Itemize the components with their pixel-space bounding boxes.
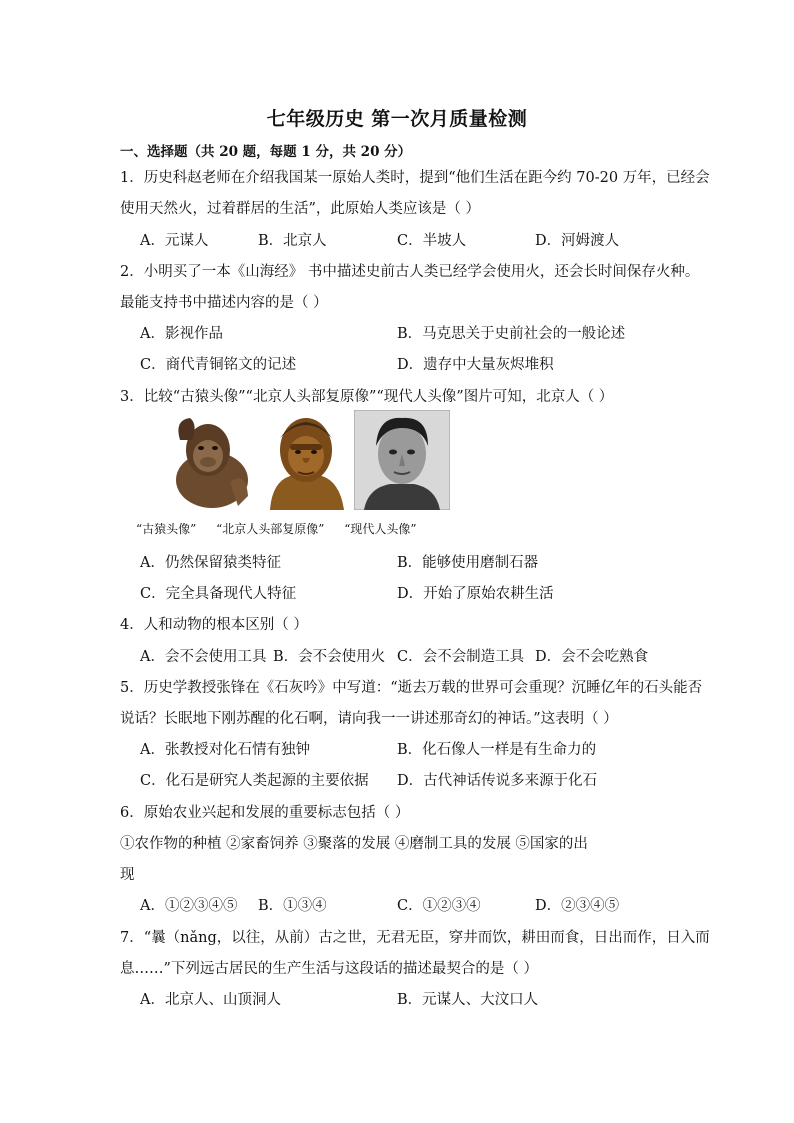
question-1-option-b: B．北京人 <box>258 233 327 249</box>
question-2-option-c: C．商代青铜铭文的记述 <box>140 357 297 373</box>
question-7-option-b: B．元谋人、大汶口人 <box>397 992 539 1008</box>
caption-peking-man: “北京人头部复原像” <box>216 522 325 536</box>
section-heading: 一、选择题（共 20 题，每题 1 分，共 20 分） <box>120 144 412 160</box>
caption-ape-head: “古猿头像” <box>136 522 197 536</box>
question-2-option-a: A．影视作品 <box>140 326 223 342</box>
question-3-option-b: B．能够使用磨制石器 <box>397 555 539 571</box>
question-5-option-d: D．古代神话传说多来源于化石 <box>397 773 598 789</box>
question-5-option-b: B．化石像人一样是有生命力的 <box>397 742 597 758</box>
modern-human-photo-image <box>354 410 450 510</box>
question-5-option-c: C．化石是研究人类起源的主要依据 <box>140 773 369 789</box>
question-6-text: 6．原始农业兴起和发展的重要标志包括（ ） <box>120 805 410 821</box>
question-3-option-a: A．仍然保留猿类特征 <box>140 555 281 571</box>
question-1-text: 1．历史科赵老师在介绍我国某一原始人类时，提到“他们生活在距今约 70-20 万年，已经会 <box>120 170 710 186</box>
question-4-option-a: A．会不会使用工具 <box>140 649 267 665</box>
question-1-option-c: C．半坡人 <box>397 233 467 249</box>
question-7-option-a: A．北京人、山顶洞人 <box>140 992 281 1008</box>
question-5-option-a: A．张教授对化石情有独钟 <box>140 742 310 758</box>
caption-modern-human: “现代人头像” <box>344 522 417 536</box>
question-1-option-a: A．元谋人 <box>140 233 209 249</box>
question-1-text-cont: 使用天然火，过着群居的生活”，此原始人类应该是（ ） <box>120 201 481 217</box>
question-3-text: 3．比较“古猿头像”“北京人头部复原像”“现代人头像”图片可知，北京人（ ） <box>120 389 614 405</box>
question-4-option-b: B．会不会使用火 <box>273 649 386 665</box>
question-3-option-c: C．完全具备现代人特征 <box>140 586 297 602</box>
question-7-text: 7．“曩（nǎng，以往，从前）古之世，无君无臣，穿井而饮，耕田而食，日出而作，日入而 <box>120 930 710 946</box>
question-2-text-cont: 最能支持书中描述内容的是（ ） <box>120 295 328 311</box>
question-5-text: 5．历史学教授张锋在《石灰吟》中写道：“逝去万载的世界可会重现？沉睡亿年的石头能否 <box>120 680 703 696</box>
question-4-option-d: D．会不会吃熟食 <box>535 649 649 665</box>
question-6-option-d: D．②③④⑤ <box>535 898 620 914</box>
question-2-text: 2．小明买了一本《山海经》 书中描述史前古人类已经学会使用火，还会长时间保存火种。 <box>120 264 700 280</box>
question-2-option-d: D．遗存中大量灰烬堆积 <box>397 357 554 373</box>
ape-head-image <box>168 410 252 510</box>
peking-man-bust-image <box>262 410 350 510</box>
question-4-option-c: C．会不会制造工具 <box>397 649 525 665</box>
question-2-option-b: B．马克思关于史前社会的一般论述 <box>397 326 626 342</box>
question-6-option-a: A．①②③④⑤ <box>140 898 238 914</box>
question-4-text: 4．人和动物的根本区别（ ） <box>120 617 308 633</box>
question-6-items: ①农作物的种植 ②家畜饲养 ③聚落的发展 ④磨制工具的发展 ⑤国家的出 <box>120 836 588 852</box>
question-6-items-cont: 现 <box>120 867 135 883</box>
page-title: 七年级历史 第一次月质量检测 <box>266 108 528 130</box>
question-6-option-b: B．①③④ <box>258 898 327 914</box>
question-7-text-cont: 息……”下列远古居民的生产生活与这段话的描述最契合的是（ ） <box>120 961 539 977</box>
question-6-option-c: C．①②③④ <box>397 898 481 914</box>
question-1-option-d: D．河姆渡人 <box>535 233 620 249</box>
question-3-option-d: D．开始了原始农耕生活 <box>397 586 554 602</box>
question-5-text-cont: 说话？长眠地下刚苏醒的化石啊，请向我一一讲述那奇幻的神话。”这表明（ ） <box>120 711 618 727</box>
question-3-captions <box>136 520 433 537</box>
